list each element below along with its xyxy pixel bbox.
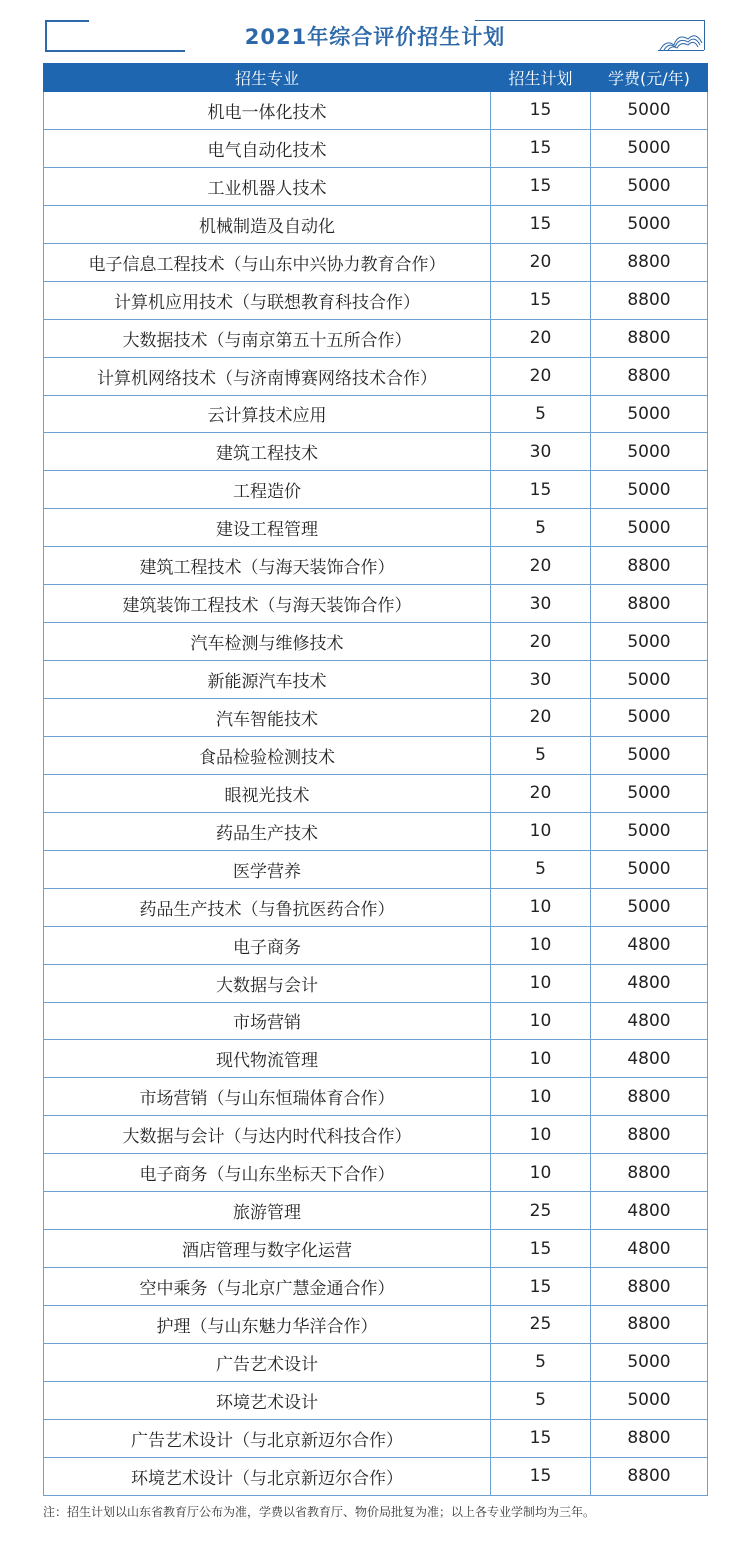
table-row (44, 1078, 708, 1116)
cell-major: 市场营销（与山东恒瑞体育合作） (44, 1078, 491, 1116)
cell-plan: 5 (491, 395, 591, 433)
cell-plan: 20 (491, 319, 591, 357)
cell-tuition: 8800 (591, 1116, 708, 1154)
cell-major: 大数据与会计 (44, 964, 491, 1002)
table-row (44, 585, 708, 623)
cell-tuition: 4800 (591, 1230, 708, 1268)
cell-plan: 5 (491, 850, 591, 888)
cell-tuition: 5000 (591, 812, 708, 850)
cell-plan: 15 (491, 1457, 591, 1495)
cell-tuition: 8800 (591, 243, 708, 281)
table-row (44, 1306, 708, 1344)
cell-tuition: 5000 (591, 1343, 708, 1381)
table-row (44, 1343, 708, 1381)
cell-plan: 10 (491, 1154, 591, 1192)
cell-plan: 5 (491, 1343, 591, 1381)
table-row (44, 205, 708, 243)
table-row (44, 433, 708, 471)
cell-plan: 20 (491, 774, 591, 812)
cell-tuition: 5000 (591, 888, 708, 926)
cell-tuition: 5000 (591, 205, 708, 243)
cell-tuition: 8800 (591, 547, 708, 585)
cell-major: 建筑装饰工程技术（与海天装饰合作） (44, 585, 491, 623)
cell-major: 云计算技术应用 (44, 395, 491, 433)
cell-major: 汽车智能技术 (44, 699, 491, 737)
cell-tuition: 5000 (591, 395, 708, 433)
cell-tuition: 8800 (591, 319, 708, 357)
table-row (44, 1040, 708, 1078)
table-row (44, 509, 708, 547)
cell-major: 电子商务（与山东坐标天下合作） (44, 1154, 491, 1192)
table-row (44, 547, 708, 585)
cell-major: 旅游管理 (44, 1192, 491, 1230)
cell-tuition: 5000 (591, 167, 708, 205)
cell-tuition: 8800 (591, 357, 708, 395)
cell-plan: 10 (491, 1116, 591, 1154)
cloud-wave-icon (658, 29, 704, 51)
table-row (44, 1154, 708, 1192)
cell-major: 工程造价 (44, 471, 491, 509)
cell-tuition: 8800 (591, 281, 708, 319)
cell-plan: 10 (491, 1002, 591, 1040)
title-banner (43, 20, 707, 54)
cell-major: 现代物流管理 (44, 1040, 491, 1078)
cell-tuition: 5000 (591, 92, 708, 130)
cell-major: 药品生产技术 (44, 812, 491, 850)
cell-plan: 10 (491, 812, 591, 850)
table-row (44, 964, 708, 1002)
cell-major: 计算机应用技术（与联想教育科技合作） (44, 281, 491, 319)
cell-major: 建设工程管理 (44, 509, 491, 547)
cell-tuition: 8800 (591, 1154, 708, 1192)
cell-major: 空中乘务（与北京广慧金通合作） (44, 1268, 491, 1306)
cell-plan: 15 (491, 205, 591, 243)
table-row (44, 736, 708, 774)
cell-major: 电子商务 (44, 926, 491, 964)
table-row (44, 812, 708, 850)
cell-tuition: 4800 (591, 926, 708, 964)
cell-major: 工业机器人技术 (44, 167, 491, 205)
cell-plan: 10 (491, 926, 591, 964)
table-row (44, 243, 708, 281)
cell-plan: 15 (491, 1268, 591, 1306)
cell-plan: 30 (491, 433, 591, 471)
cell-major: 市场营销 (44, 1002, 491, 1040)
cell-major: 眼视光技术 (44, 774, 491, 812)
table-row (44, 319, 708, 357)
table-row (44, 281, 708, 319)
cell-tuition: 5000 (591, 471, 708, 509)
cell-major: 环境艺术设计 (44, 1381, 491, 1419)
table-header-row (44, 64, 708, 92)
cell-tuition: 5000 (591, 433, 708, 471)
cell-plan: 15 (491, 471, 591, 509)
cell-major: 大数据技术（与南京第五十五所合作） (44, 319, 491, 357)
cell-major: 建筑工程技术（与海天装饰合作） (44, 547, 491, 585)
cell-tuition: 4800 (591, 1192, 708, 1230)
table-row (44, 1192, 708, 1230)
cell-major: 医学营养 (44, 850, 491, 888)
cell-plan: 5 (491, 1381, 591, 1419)
cell-tuition: 8800 (591, 1457, 708, 1495)
cell-tuition: 4800 (591, 1040, 708, 1078)
cell-plan: 30 (491, 585, 591, 623)
cell-tuition: 8800 (591, 1078, 708, 1116)
cell-major: 大数据与会计（与达内时代科技合作） (44, 1116, 491, 1154)
table-row (44, 129, 708, 167)
cell-major: 机械制造及自动化 (44, 205, 491, 243)
table-row (44, 167, 708, 205)
table-row (44, 774, 708, 812)
cell-major: 电子信息工程技术（与山东中兴协力教育合作） (44, 243, 491, 281)
cell-plan: 15 (491, 281, 591, 319)
cell-plan: 20 (491, 547, 591, 585)
cell-plan: 20 (491, 699, 591, 737)
cell-plan: 15 (491, 167, 591, 205)
cell-major: 药品生产技术（与鲁抗医药合作） (44, 888, 491, 926)
cell-plan: 30 (491, 661, 591, 699)
table-row (44, 395, 708, 433)
cell-tuition: 8800 (591, 1306, 708, 1344)
enrollment-plan-table (43, 63, 708, 1496)
cell-plan: 15 (491, 129, 591, 167)
cell-plan: 20 (491, 357, 591, 395)
cell-tuition: 5000 (591, 509, 708, 547)
table-row (44, 850, 708, 888)
cell-major: 计算机网络技术（与济南博赛网络技术合作） (44, 357, 491, 395)
cell-tuition: 5000 (591, 661, 708, 699)
table-row (44, 661, 708, 699)
table-row (44, 888, 708, 926)
footnote: 注：招生计划以山东省教育厅公布为准，学费以省教育厅、物价局批复为准；以上各专业学制均为三年。 (43, 1505, 596, 1519)
table-row (44, 926, 708, 964)
cell-tuition: 5000 (591, 1381, 708, 1419)
cell-major: 机电一体化技术 (44, 92, 491, 130)
cell-plan: 10 (491, 888, 591, 926)
table-row (44, 1230, 708, 1268)
header-major: 招生专业 (44, 64, 491, 92)
cell-tuition: 4800 (591, 964, 708, 1002)
cell-tuition: 8800 (591, 1419, 708, 1457)
table-row (44, 623, 708, 661)
table-row (44, 92, 708, 130)
cell-plan: 25 (491, 1192, 591, 1230)
cell-plan: 15 (491, 1419, 591, 1457)
header-plan: 招生计划 (491, 64, 591, 92)
cell-tuition: 8800 (591, 585, 708, 623)
cell-plan: 20 (491, 243, 591, 281)
cell-major: 酒店管理与数字化运营 (44, 1230, 491, 1268)
cell-major: 汽车检测与维修技术 (44, 623, 491, 661)
header-tuition: 学费(元/年) (591, 64, 708, 92)
cell-tuition: 5000 (591, 736, 708, 774)
cell-plan: 10 (491, 1040, 591, 1078)
cell-plan: 15 (491, 1230, 591, 1268)
cell-plan: 5 (491, 509, 591, 547)
cell-tuition: 8800 (591, 1268, 708, 1306)
cell-tuition: 5000 (591, 129, 708, 167)
table-row (44, 1419, 708, 1457)
cell-major: 建筑工程技术 (44, 433, 491, 471)
cell-major: 环境艺术设计（与北京新迈尔合作） (44, 1457, 491, 1495)
table-row (44, 1116, 708, 1154)
cell-major: 广告艺术设计 (44, 1343, 491, 1381)
page-title: 2021年综合评价招生计划 (244, 25, 506, 49)
cell-tuition: 4800 (591, 1002, 708, 1040)
cell-plan: 10 (491, 964, 591, 1002)
cell-plan: 10 (491, 1078, 591, 1116)
cell-plan: 20 (491, 623, 591, 661)
cell-major: 电气自动化技术 (44, 129, 491, 167)
table-row (44, 471, 708, 509)
table-row (44, 1268, 708, 1306)
cell-major: 新能源汽车技术 (44, 661, 491, 699)
cell-tuition: 5000 (591, 850, 708, 888)
cell-plan: 15 (491, 92, 591, 130)
table-row (44, 1002, 708, 1040)
cell-plan: 5 (491, 736, 591, 774)
cell-tuition: 5000 (591, 774, 708, 812)
cell-tuition: 5000 (591, 699, 708, 737)
table-row (44, 1381, 708, 1419)
table-row (44, 357, 708, 395)
table-row (44, 1457, 708, 1495)
cell-major: 护理（与山东魅力华洋合作） (44, 1306, 491, 1344)
table-row (44, 699, 708, 737)
cell-plan: 25 (491, 1306, 591, 1344)
cell-tuition: 5000 (591, 623, 708, 661)
cell-major: 食品检验检测技术 (44, 736, 491, 774)
cell-major: 广告艺术设计（与北京新迈尔合作） (44, 1419, 491, 1457)
